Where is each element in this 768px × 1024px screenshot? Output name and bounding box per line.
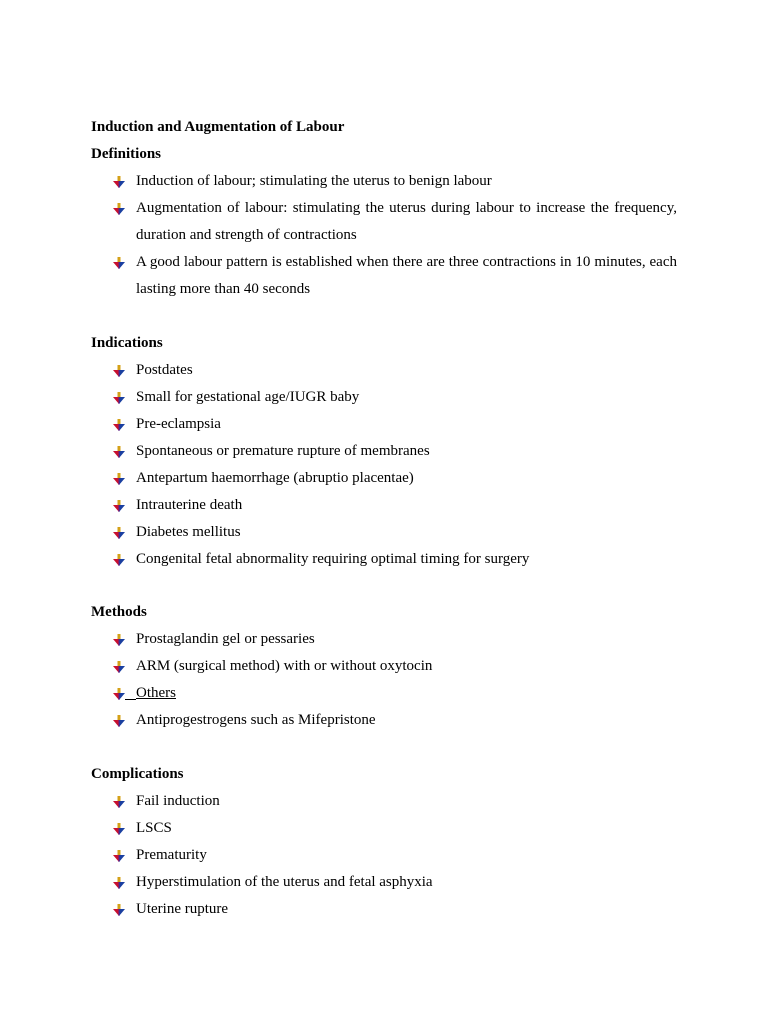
list-item <box>91 492 677 519</box>
list-item <box>91 411 677 438</box>
list-item <box>91 249 677 303</box>
list-item <box>91 546 677 573</box>
list-item-text: Hyperstimulation of the uterus and fetal asphyxia <box>136 873 433 890</box>
down-arrow-bullet-icon <box>113 796 125 808</box>
down-arrow-bullet-icon <box>113 419 125 431</box>
down-arrow-bullet-icon <box>113 365 125 377</box>
down-arrow-bullet-icon <box>113 661 125 673</box>
section-heading-methods: Methods <box>91 604 147 620</box>
list-item-text: Induction of labour; stimulating the uterus to benign labour <box>136 173 492 189</box>
list-item <box>91 357 677 384</box>
down-arrow-bullet-icon <box>113 904 125 916</box>
list-item <box>91 680 677 707</box>
document-page <box>91 114 677 923</box>
list-item <box>91 626 677 653</box>
down-arrow-bullet-icon <box>113 850 125 862</box>
complications-list <box>91 788 677 923</box>
document-title: Induction and Augmentation of Labour <box>91 119 345 135</box>
down-arrow-bullet-icon <box>113 634 125 646</box>
underline-lead <box>125 699 136 700</box>
list-item <box>91 653 677 680</box>
down-arrow-bullet-icon <box>113 392 125 404</box>
list-item-text: Fail induction <box>136 792 220 809</box>
list-item <box>91 438 677 465</box>
list-item-text: Spontaneous or premature rupture of membranes <box>136 442 430 459</box>
list-item <box>91 869 677 896</box>
list-item <box>91 788 677 815</box>
list-item <box>91 384 677 411</box>
list-item-text: Prostaglandin gel or pessaries <box>136 631 315 647</box>
section-heading-indications: Indications <box>91 334 163 351</box>
definitions-list <box>91 168 677 303</box>
down-arrow-bullet-icon <box>113 688 125 700</box>
section-heading-complications: Complications <box>91 765 184 782</box>
indications-list <box>91 357 677 573</box>
down-arrow-bullet-icon <box>113 500 125 512</box>
list-item <box>91 168 677 195</box>
down-arrow-bullet-icon <box>113 473 125 485</box>
list-item-text: Diabetes mellitus <box>136 523 241 540</box>
list-item <box>91 896 677 923</box>
list-item-text: Small for gestational age/IUGR baby <box>136 388 360 405</box>
list-item-text: Intrauterine death <box>136 496 243 513</box>
list-item <box>91 707 677 734</box>
list-item <box>91 465 677 492</box>
list-item-text: Others <box>136 685 176 701</box>
list-item-text: Uterine rupture <box>136 900 229 917</box>
section-spacer <box>91 303 677 330</box>
list-item-text: LSCS <box>136 819 172 836</box>
down-arrow-bullet-icon <box>113 176 125 188</box>
down-arrow-bullet-icon <box>113 823 125 835</box>
section-spacer <box>91 734 677 761</box>
down-arrow-bullet-icon <box>113 877 125 889</box>
down-arrow-bullet-icon <box>113 446 125 458</box>
section-spacer <box>91 573 677 600</box>
list-item <box>91 842 677 869</box>
list-item-text: A good labour pattern is established when there are three contractions in 10 minutes, each lasting more than 40 seconds <box>136 254 677 297</box>
list-item-text: Postdates <box>136 361 193 378</box>
list-item-text: Congenital fetal abnormality requiring optimal timing for surgery <box>136 550 530 567</box>
list-item-text: Antepartum haemorrhage (abruptio placentae) <box>136 469 414 486</box>
down-arrow-bullet-icon <box>113 527 125 539</box>
methods-list <box>91 626 677 734</box>
list-item <box>91 519 677 546</box>
down-arrow-bullet-icon <box>113 203 125 215</box>
list-item-text: Augmentation of labour: stimulating the uterus during labour to increase the frequency, duration and strength of contractions <box>136 200 677 243</box>
section-heading-definitions: Definitions <box>91 146 162 162</box>
list-item-text: ARM (surgical method) with or without oxytocin <box>136 658 433 674</box>
list-item <box>91 195 677 249</box>
down-arrow-bullet-icon <box>113 715 125 727</box>
list-item-text: Prematurity <box>136 846 207 863</box>
down-arrow-bullet-icon <box>113 257 125 269</box>
list-item-text: Pre-eclampsia <box>136 415 221 432</box>
list-item-text: Antiprogestrogens such as Mifepristone <box>136 712 376 728</box>
down-arrow-bullet-icon <box>113 554 125 566</box>
list-item <box>91 815 677 842</box>
